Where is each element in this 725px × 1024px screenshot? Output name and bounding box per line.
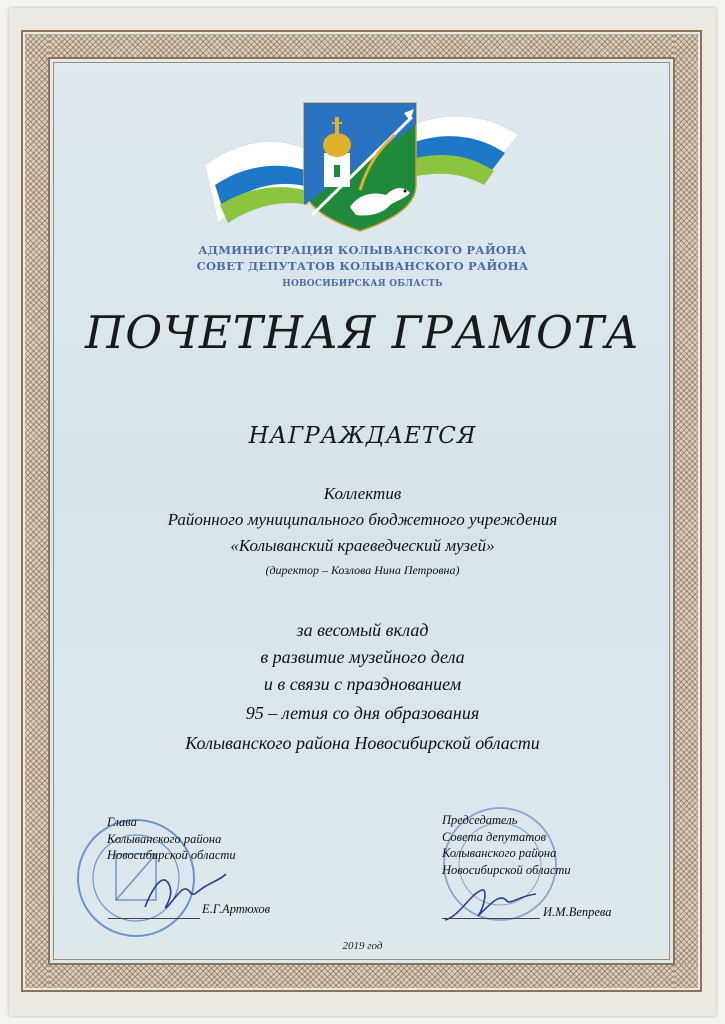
signature-right — [440, 880, 540, 930]
org-name-council: СОВЕТ ДЕПУТАТОВ КОЛЫВАНСКОГО РАЙОНА — [196, 259, 529, 273]
right-signer-title-4: Новосибирской области — [442, 862, 571, 877]
recipient-line-1: Коллектив — [323, 484, 402, 503]
left-signer-name: Е.Г.Артюхов — [202, 902, 271, 916]
left-signer-title-2: Колыванского района — [107, 831, 222, 846]
recipient-director: (директор – Козлова Нина Петровна) — [265, 563, 460, 577]
left-signer-title-1: Глава — [107, 815, 137, 829]
signature-block-right — [442, 812, 571, 878]
right-signer-name: И.М.Вепрева — [543, 905, 612, 919]
reason-line-2: в развитие музейного дела — [260, 647, 465, 667]
reason-line-5: Колыванского района Новосибирской области — [185, 733, 540, 753]
coat-of-arms-emblem — [200, 95, 520, 235]
reason-line-4: 95 – летия со дня образования — [245, 703, 480, 723]
reason-line-1: за весомый вклад — [296, 620, 429, 640]
org-region: НОВОСИБИРСКАЯ ОБЛАСТЬ — [282, 279, 443, 289]
signature-line-right — [442, 918, 540, 919]
recipient-line-3: «Колыванский краеведческий музей» — [230, 536, 495, 555]
right-signer-title-1: Председатель — [442, 813, 518, 827]
right-signer-title-3: Колыванского района — [442, 846, 557, 860]
reason-line-3: и в связи с празднованием — [263, 674, 462, 694]
recipient-line-2: Районного муниципального бюджетного учреждения — [167, 510, 558, 529]
certificate-title: ПОЧЕТНАЯ ГРАМОТА — [85, 306, 640, 359]
issue-year: 2019 год — [342, 940, 383, 952]
org-name-administration: АДМИНИСТРАЦИЯ КОЛЫВАНСКОГО РАЙОНА — [198, 243, 527, 257]
right-signer-title-2: Совета депутатов — [442, 829, 546, 844]
signature-block-left — [107, 814, 236, 864]
left-signer-title-3: Новосибирской области — [107, 848, 236, 862]
awarded-heading: НАГРАЖДАЕТСЯ — [248, 423, 477, 449]
signature-line-left — [108, 918, 200, 919]
